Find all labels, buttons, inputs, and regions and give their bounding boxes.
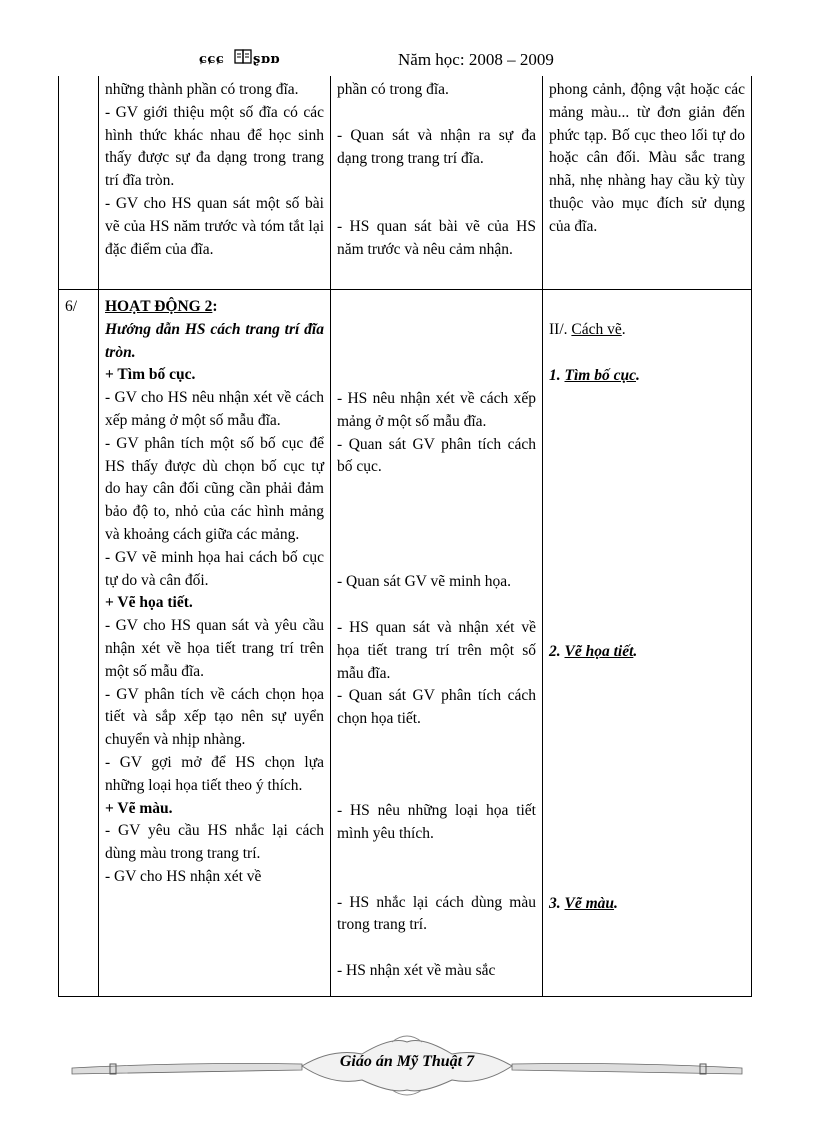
activity-subtitle: Hướng dẫn HS cách trang trí đĩa tròn. <box>105 320 324 361</box>
student-activity-line: - Quan sát GV vẽ minh họa. <box>337 573 512 591</box>
step-heading: + Tìm bố cục. <box>105 366 196 384</box>
footer-title: Giáo án Mỹ Thuật 7 <box>339 1053 475 1070</box>
teacher-activity-line: - GV cho HS nêu nhận xét về cách xếp mảng ở một số mẫu đĩa. <box>105 389 324 429</box>
svg-text:ɕɕɕ: ɕɕɕ <box>199 52 225 67</box>
time-cell: 6/ <box>59 290 99 997</box>
teacher-activity-line: - GV yêu cầu HS nhắc lại cách dùng màu trong trang trí. <box>105 822 324 863</box>
step-title: 1. Tìm bố cục. <box>549 366 640 384</box>
teacher-activity-line: - GV phân tích về cách chọn họa tiết và sắp xếp tạo nên sự uyển chuyển và nhịp nhàng. <box>105 685 324 749</box>
teacher-activity-line: những thành phần có trong đĩa. <box>105 81 299 98</box>
teacher-activity-cell <box>99 76 331 290</box>
teacher-activity-line: - GV cho HS quan sát một số bài vẽ của HS năm trước và tóm tắt lại đặc điểm của đĩa. <box>105 194 324 258</box>
svg-text:ʂɒɒ: ʂɒɒ <box>253 52 280 67</box>
content-text: phong cảnh, động vật hoặc các mảng màu... từ đơn giản đến phức tạp. Bố cục theo lối tự do hoặc cân đối. Màu sắc trang nhã, nhẹ nhàng hay cầu kỳ tùy thuộc vào mục đích sử dụng của đĩa. <box>549 81 745 235</box>
student-activity-line: - HS nêu những loại họa tiết mình yêu thích. <box>337 801 536 842</box>
table-row <box>59 76 752 290</box>
student-activity-line: - Quan sát GV phân tích cách chọn họa tiết. <box>337 687 536 728</box>
student-activity-cell <box>331 76 543 290</box>
step-heading: + Vẽ màu. <box>105 799 173 817</box>
page-footer <box>62 1028 752 1098</box>
teacher-activity-line: - GV phân tích một số bố cục để HS thấy được dù chọn bố cục tự do hay cân đối cũng cần phải đảm bảo độ to, nhỏ của các hình mảng và khoảng cách giữa các mảng. <box>105 434 324 543</box>
student-activity-line: phần có trong đĩa. <box>337 81 449 98</box>
student-activity-line: - HS quan sát bài vẽ của HS năm trước và nêu cảm nhận. <box>337 218 536 259</box>
step-heading: + Vẽ họa tiết. <box>105 594 193 612</box>
teacher-activity-cell <box>99 290 331 997</box>
teacher-activity-line: - GV giới thiệu một số đĩa có các hình thức khác nhau để học sinh thấy được sự đa dạng trong trang trí đĩa tròn. <box>105 103 324 190</box>
section-heading: II/. Cách vẽ. <box>549 321 626 338</box>
content-cell <box>543 76 752 290</box>
lesson-plan-table <box>58 76 752 997</box>
ornament-book-icon <box>199 48 309 68</box>
step-title: 3. Vẽ màu. <box>549 895 618 913</box>
teacher-activity-line: - GV vẽ minh họa hai cách bố cục tự do và cân đối. <box>105 548 324 589</box>
teacher-activity-line: - GV gợi mở để HS chọn lựa những loại họa tiết theo ý thích. <box>105 753 324 794</box>
student-activity-line: - HS nêu nhận xét về cách xếp mảng ở một số mẫu đĩa. <box>337 390 536 430</box>
student-activity-line: - HS nhận xét về màu sắc <box>337 962 496 980</box>
school-year: Năm học: 2008 – 2009 <box>398 50 554 69</box>
content-cell <box>543 290 752 997</box>
time-cell <box>59 76 99 290</box>
student-activity-line: - Quan sát GV phân tích cách bố cục. <box>337 435 536 476</box>
student-activity-line: - Quan sát và nhận ra sự đa dạng trong trang trí đĩa. <box>337 126 536 167</box>
student-activity-line: - HS quan sát và nhận xét về họa tiết trang trí trên một số mẫu đĩa. <box>337 618 536 682</box>
step-title: 2. Vẽ họa tiết. <box>549 642 638 660</box>
header-ornament-logo <box>199 48 309 73</box>
student-activity-cell <box>331 290 543 997</box>
page-header <box>0 46 816 76</box>
activity-heading: HOẠT ĐỘNG 2: <box>105 298 218 315</box>
table-row <box>59 290 752 997</box>
student-activity-line: - HS nhắc lại cách dùng màu trong trang trí. <box>337 893 536 934</box>
teacher-activity-line: - GV cho HS quan sát và yêu cầu nhận xét về họa tiết trang trí trên một số mẫu đĩa. <box>105 617 324 680</box>
teacher-activity-line: - GV cho HS nhận xét về <box>105 867 262 885</box>
